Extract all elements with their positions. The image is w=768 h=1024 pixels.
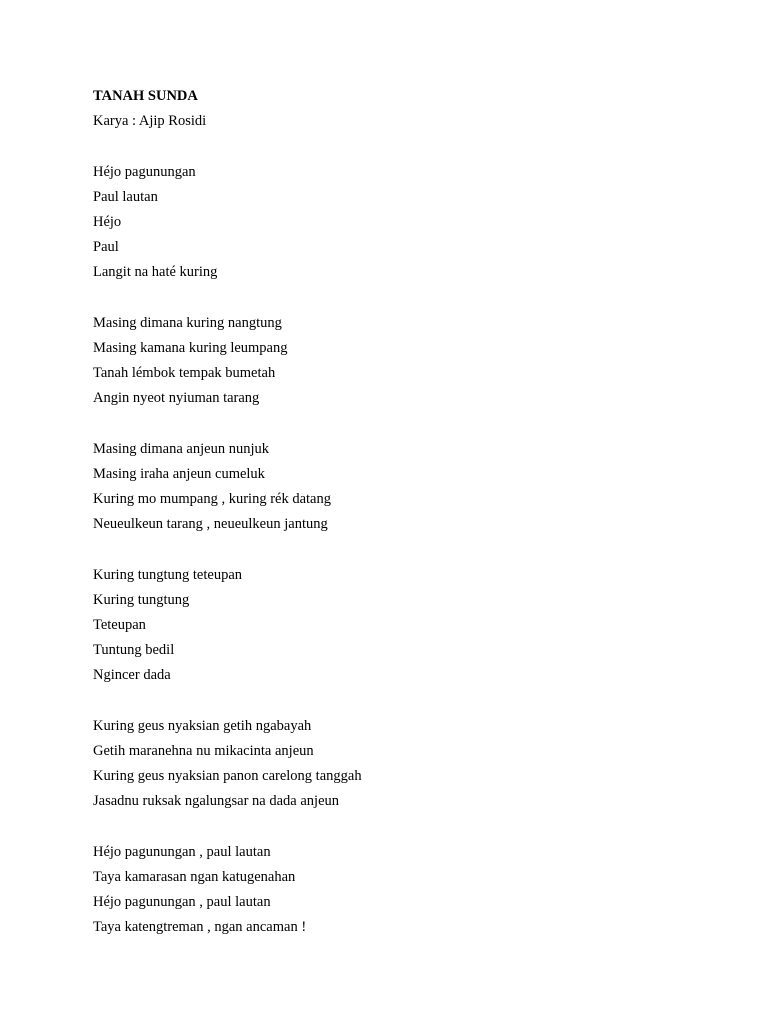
poem-line: Héjo — [93, 213, 122, 230]
poem-line: Héjo pagunungan , paul lautan — [93, 843, 271, 860]
poem-line: Masing iraha anjeun cumeluk — [93, 465, 265, 482]
poem-line: Kuring geus nyaksian getih ngabayah — [93, 717, 312, 734]
poem-line: Masing dimana kuring nangtung — [93, 314, 282, 331]
poem-line: Paul lautan — [93, 188, 158, 205]
poem-line: Kuring tungtung teteupan — [93, 566, 243, 583]
poem-line: Neueulkeun tarang , neueulkeun jantung — [93, 516, 328, 533]
stanza-1 — [93, 162, 362, 288]
stanza-2 — [93, 313, 362, 414]
poem-line: Tuntung bedil — [93, 642, 175, 659]
poem-line: Angin nyeot nyiuman tarang — [93, 390, 260, 407]
poem-line: Ngincer dada — [93, 667, 171, 684]
stanza-3 — [93, 439, 362, 540]
poem-line: Héjo pagunungan — [93, 163, 196, 180]
poem-line: Jasadnu ruksak ngalungsar na dada anjeun — [93, 793, 340, 810]
poem-line: Taya katengtreman , ngan ancaman ! — [93, 919, 307, 936]
poem-author: Karya : Ajip Rosidi — [93, 113, 207, 130]
stanza-5 — [93, 716, 362, 817]
poem-line: Getih maranehna nu mikacinta anjeun — [93, 742, 314, 759]
poem-line: Langit na haté kuring — [93, 264, 218, 281]
poem-title: TANAH SUNDA — [93, 88, 198, 104]
stanza-4 — [93, 565, 362, 691]
poem-line: Paul — [93, 239, 119, 256]
poem — [93, 86, 362, 942]
poem-line: Masing dimana anjeun nunjuk — [93, 440, 269, 457]
poem-line: Masing kamana kuring leumpang — [93, 339, 288, 356]
poem-line: Kuring geus nyaksian panon carelong tanggah — [93, 768, 362, 785]
poem-line: Kuring tungtung — [93, 591, 190, 608]
stanza-6 — [93, 842, 362, 943]
poem-line: Taya kamarasan ngan katugenahan — [93, 868, 296, 885]
poem-line: Tanah lémbok tempak bumetah — [93, 365, 276, 382]
poem-line: Teteupan — [93, 616, 146, 633]
poem-line: Héjo pagunungan , paul lautan — [93, 894, 271, 910]
poem-line: Kuring mo mumpang , kuring rék datang — [93, 491, 331, 507]
